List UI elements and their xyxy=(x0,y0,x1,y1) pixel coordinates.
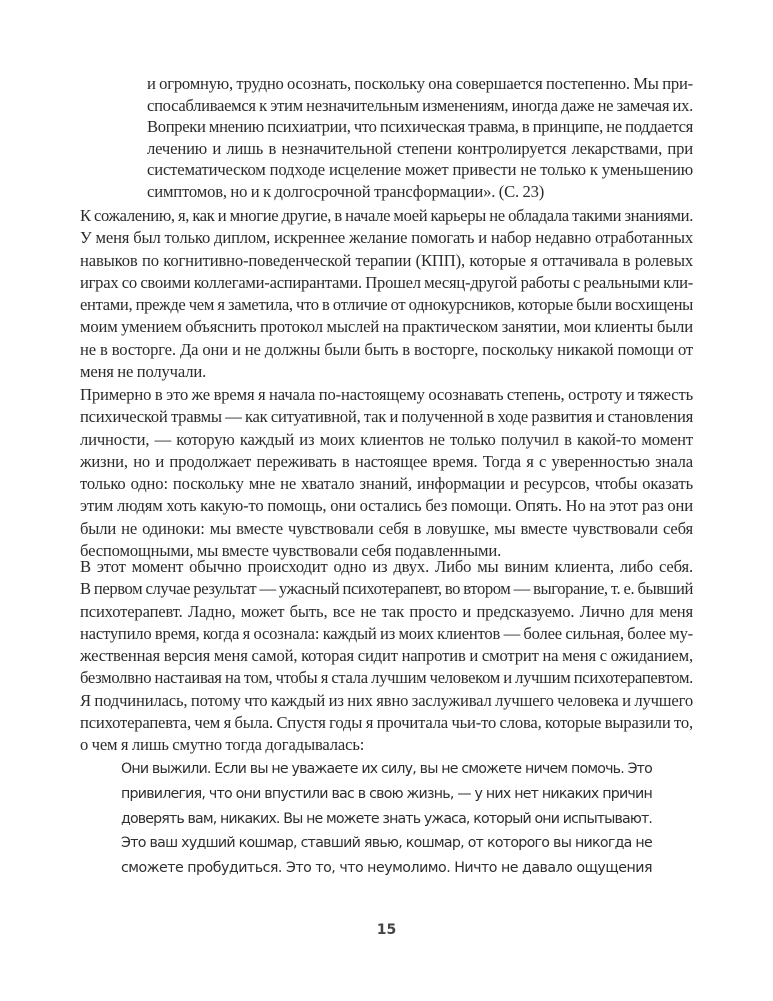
text-line: систематическом подходе исцеление может привести не только к уменьшению xyxy=(147,160,693,179)
paragraph-1 xyxy=(80,205,693,383)
text-line: сможете пробудиться. Это то, что неумолимо. Ничто не давало ощущения xyxy=(121,860,652,877)
text-line: В этот момент обычно происходит одно из двух. Либо мы виним клиента, либо себя. xyxy=(80,557,693,576)
text-line: Я подчинилась, потому что каждый из них явно заслуживал лучшего человека и лучшего xyxy=(80,690,693,710)
paragraph-2 xyxy=(80,384,693,562)
text-line: моим умением объяснить протокол мыслей на практическом занятии, мои клиенты были xyxy=(80,317,693,337)
paragraph-3 xyxy=(80,556,693,757)
text-line: Они выжили. Если вы не уважаете их силу, вы не сможете ничем помочь. Это xyxy=(121,761,652,777)
text-line: беспомощными, мы вместе чувствовали себя подавленными. xyxy=(80,541,502,561)
text-line: безмолвно настаивая на том, чтобы я стала лучшим человеком и лучшим психотерапевтом. xyxy=(80,668,693,688)
text-line: ентами, прежде чем я заметила, что в отличие от однокурсников, которые были восхищены xyxy=(80,295,693,315)
text-line: спосабливаемся к этим незначительным изменениям, иногда даже не замечая их. xyxy=(147,95,693,115)
text-line: лечению и лишь в незначительной степени контролируется лекарствами, при xyxy=(147,138,693,158)
text-line: были не одиноки: мы вместе чувствовали себя в ловушке, мы вместе чувствовали себя xyxy=(80,518,693,538)
page-number: 15 xyxy=(376,922,397,938)
text-line: личности, — которую каждый из моих клиентов не только получил в какой-то момент xyxy=(80,429,693,449)
text-line: симптомов, но и к долгосрочной трансформации». (С. 23) xyxy=(147,181,545,201)
text-line: Примерно в это же время я начала по-настоящему осознавать степень, остроту и тяжесть xyxy=(80,385,693,404)
text-line: и огромную, трудно осознать, поскольку она совершается постепенно. Мы при- xyxy=(147,74,693,93)
block-quote xyxy=(121,757,652,881)
text-line: К сожалению, я, как и многие другие, в начале моей карьеры не обладала такими знаниями. xyxy=(80,206,693,225)
quote-continuation xyxy=(147,73,693,202)
text-line: не в восторге. Да они и не должны были быть в восторге, поскольку никакой помощи от xyxy=(80,339,693,359)
text-line: психической травмы — как ситуативной, так и полученной в ходе развития и становления xyxy=(80,407,693,427)
text-line: навыков по когнитивно-поведенческой терапии (КПП), которые я оттачивала в ролевых xyxy=(80,250,693,270)
text-line: меня не получали. xyxy=(80,362,207,382)
text-line: жественная версия меня самой, которая сидит напротив и смотрит на меня с ожиданием, xyxy=(80,646,693,666)
text-line: Вопреки мнению психиатрии, что психическая травма, в принципе, не поддается xyxy=(147,117,693,136)
text-line: только одно: поскольку мне не хватало знаний, информации и ресурсов, чтобы оказать xyxy=(80,474,693,494)
text-line: В первом случае результат — ужасный психотерапевт, во втором — выгорание, т. е. бывший xyxy=(80,579,693,599)
text-line: играх со своими коллегами-аспирантами. Прошел месяц-другой работы с реальными кли- xyxy=(80,272,693,292)
text-line: психотерапевт. Ладно, может быть, все не так просто и предсказуемо. Лично для меня xyxy=(80,601,693,621)
text-line: У меня был только диплом, искреннее желание помогать и набор недавно отработанных xyxy=(80,228,693,248)
text-line: жизни, но и продолжает переживать в настоящее время. Тогда я с уверенностью знала xyxy=(80,451,693,471)
text-line: наступило время, когда я осознала: каждый из моих клиентов — более сильная, более му- xyxy=(80,623,693,643)
text-line: Это ваш худший кошмар, ставший явью, кошмар, от которого вы никогда не xyxy=(121,835,652,852)
text-line: о чем я лишь смутно тогда догадывалась: xyxy=(80,735,365,755)
text-line: доверять вам, никаких. Вы не можете знать ужаса, который они испытывают. xyxy=(121,810,652,827)
text-line: этим людям хоть какую-то помощь, они остались без помощи. Опять. Но на этот раз они xyxy=(80,496,693,516)
text-line: психотерапевта, чем я была. Спустя годы я прочитала чьи-то слова, которые выразили то, xyxy=(80,713,693,733)
text-line: привилегия, что они впустили вас в свою жизнь, — у них нет никаких причин xyxy=(121,785,652,802)
